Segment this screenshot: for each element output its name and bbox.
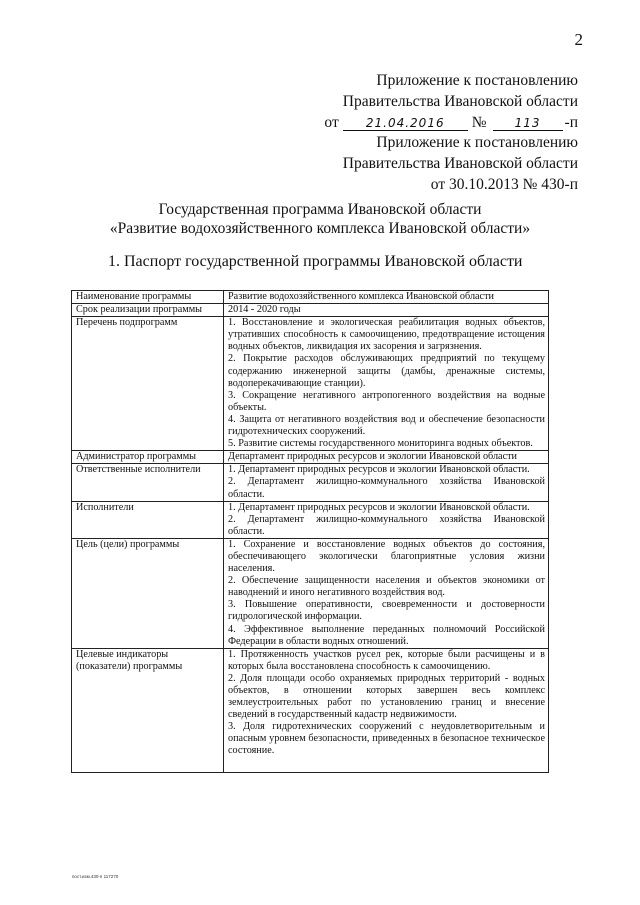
row-value (224, 538, 549, 648)
program-title-line1: Государственная программа Ивановской области (158, 201, 482, 218)
row-value (224, 317, 549, 451)
row-value (224, 304, 549, 317)
row-label: Цель (цели) программы (72, 538, 224, 648)
value-item: 2. Департамент жилищно-коммунального хозяйства Ивановской области. (228, 513, 545, 537)
value-item: 2. Департамент жилищно-коммунального хозяйства Ивановской области. (228, 476, 545, 500)
row-label: Срок реализации программы (72, 304, 224, 317)
value-item: 2. Покрытие расходов обслуживающих предприятий по текущему содержанию инженерной защиты (дамбы, дренажные системы, водоперекачивающие станции). (228, 353, 545, 389)
value-item: 3. Доля гидротехнических сооружений с неудовлетворительным и опасным уровнем безопасности, приведенных в безопасное техническое состояние. (228, 721, 545, 757)
value-item: 1. Департамент природных ресурсов и экологии Ивановской области. (228, 464, 530, 476)
value-item: 2014 - 2020 годы (228, 304, 301, 316)
row-label: Ответственные исполнители (72, 464, 224, 501)
appendix-original-line3: от 30.10.2013 № 430-п (430, 176, 578, 193)
row-label: Целевые индикаторы (показатели) программы (72, 648, 224, 772)
number-sign: № (471, 114, 487, 131)
appendix-current-header (324, 70, 578, 133)
handwritten-number: 113 (493, 116, 563, 131)
program-title (0, 200, 640, 238)
appendix-current-date-line (324, 112, 578, 133)
value-item: 2. Доля площади особо охраняемых природных территорий - водных объектов, в отношении которых завершен весь комплекс землеустроительных работ по установлению границ и внесение сведений в государственный кадастр недвижимости. (228, 672, 545, 721)
value-item: 1. Протяженность участков русел рек, которые были расчищены и в которых была восстановлена способность к самоочищению. (228, 648, 545, 672)
value-item: Департамент природных ресурсов и экологии Ивановской области (228, 451, 517, 463)
table-row (72, 538, 549, 648)
section-title: 1. Паспорт государственной программы Ивановской области (108, 253, 523, 270)
table-row (72, 464, 549, 501)
passport-table (71, 290, 549, 773)
row-label: Исполнители (72, 501, 224, 538)
value-item: 4. Эффективное выполнение переданных полномочий Российской Федерации в области водных отношений. (228, 623, 545, 647)
date-prefix: от (324, 114, 339, 131)
appendix-current-line1: Приложение к постановлению (376, 72, 578, 89)
value-item: 4. Защита от негативного воздействия вод и обеспечение безопасности гидротехнических сооружений. (228, 413, 545, 438)
value-item: 1. Департамент природных ресурсов и экологии Ивановской области. (228, 501, 530, 513)
row-label: Администратор программы (72, 451, 224, 464)
value-item: 2. Обеспечение защищенности населения и объектов экономики от наводнений и иного негативного воздействия вод. (228, 575, 545, 599)
row-label: Перечень подпрограмм (72, 317, 224, 451)
appendix-original-header (343, 132, 578, 195)
number-suffix: -п (564, 114, 578, 131)
handwritten-date: 21.04.2016 (343, 116, 468, 131)
value-item: 5. Развитие системы государственного мониторинга водных объектов. (228, 438, 533, 450)
value-item: 1. Сохранение и восстановление водных объектов до состояния, обеспечивающего экологически благоприятные условия жизни населения. (228, 538, 545, 575)
value-item: 3. Повышение оперативности, своевременности и достоверности гидрологической информации. (228, 599, 545, 623)
row-label: Наименование программы (72, 291, 224, 304)
row-value (224, 464, 549, 501)
appendix-original-line2: Правительства Ивановской области (342, 155, 578, 172)
value-item: Развитие водохозяйственного комплекса Ивановской области (228, 291, 494, 302)
appendix-current-line2: Правительства Ивановской области (342, 93, 578, 110)
row-value (224, 648, 549, 772)
footer-code: пост.изм.430-п 117270 (72, 874, 119, 879)
appendix-original-line1: Приложение к постановлению (376, 134, 578, 151)
row-value (224, 451, 549, 464)
table-row (72, 648, 549, 772)
table-row (72, 501, 549, 538)
value-item: 1. Восстановление и экологическая реабилитация водных объектов, утративших способность к самоочищению, предотвращение истощения водных объектов, ликвидация их засорения и загрязнения. (228, 317, 545, 353)
table-row (72, 304, 549, 317)
table-row (72, 291, 549, 304)
program-title-line2: «Развитие водохозяйственного комплекса Ивановской области» (109, 220, 531, 237)
table-row (72, 451, 549, 464)
page-number: 2 (574, 30, 583, 49)
row-value (224, 291, 549, 304)
row-value (224, 501, 549, 538)
table-row (72, 317, 549, 451)
value-item: 3. Сокращение негативного антропогенного воздействия на водные объекты. (228, 389, 545, 413)
